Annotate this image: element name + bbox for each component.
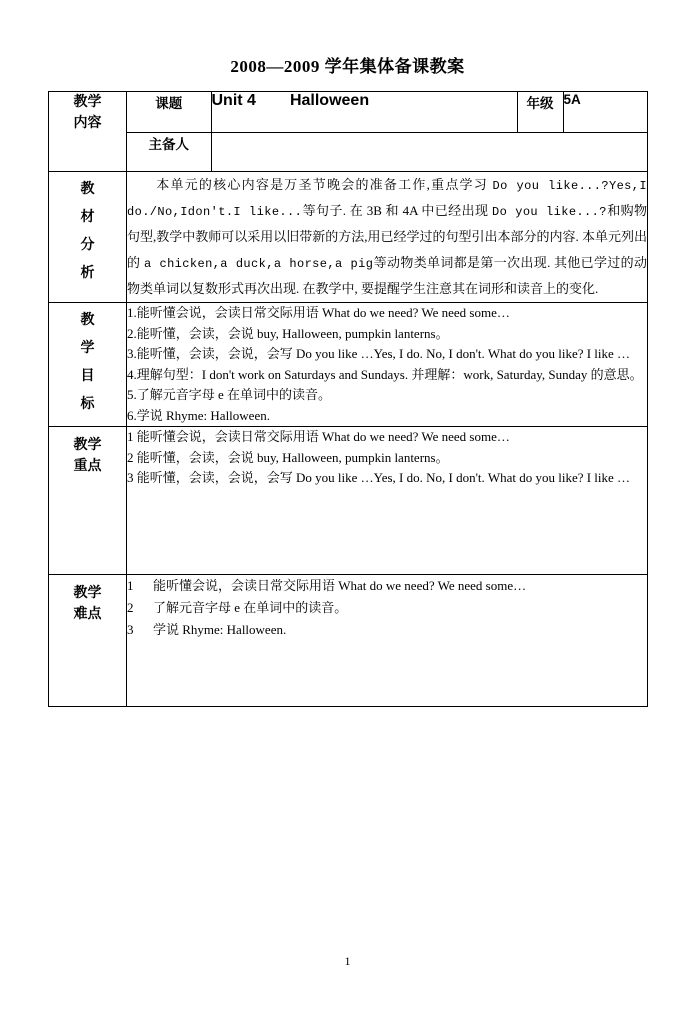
page-title: 2008—2009 学年集体备课教案 [230,57,465,76]
row-label-keypoints-line2: 重点 [73,459,102,475]
analysis-part3: 等句子. 在 3B 和 4A 中已经出现 [302,203,489,218]
analysis-part2: 重点学习 [429,177,489,192]
list-item: 3.能听懂，会读，会说，会写 Do you like …Yes, I do. No, I don't. What do you like? I like … [127,346,631,362]
list-item: 5.了解元音字母 e 在单词中的读音。 [127,387,332,403]
goals-list [127,303,648,427]
row-label-keypoints [49,427,127,575]
list-item-text: 能听懂会说，会读日常交际用语 What do we need? We need some… [153,578,527,594]
list-item: 2.能听懂，会读，会说 buy, Halloween, pumpkin lanterns。 [127,325,449,341]
analysis-part5: 等动物类单词都是第一次出现. 其他已学过的动物类单词以复数形式再次出现. 在教学中, 要提醒学生注意其在词形和读音上的变化. [127,255,647,296]
row-label-difficulty-line1: 教学 [73,586,102,602]
document-page [0,52,695,1034]
row-label-analysis-char-0: 教 [80,182,95,197]
row-label-goals-char-3: 标 [80,397,95,412]
list-item: 3 能听懂，会读，会说，会写 Do you like …Yes, I do. No, I don't. What do you like? I like … [127,470,631,486]
topic-unit: Unit 4 [211,92,256,109]
analysis-mono2: Do you like...? [492,205,607,219]
grade-value: 5A [563,92,647,133]
list-item: 6.学说 Rhyme: Halloween. [127,407,270,423]
list-item-text: 学说 Rhyme: Halloween. [153,622,287,638]
list-item [127,597,647,619]
table-row-goals [49,303,648,427]
row-label-analysis [49,172,127,303]
preparer-label: 主备人 [127,133,211,172]
row-label-goals-char-0: 教 [80,313,95,328]
grade-label: 年级 [517,92,563,133]
lesson-plan-table [48,91,648,707]
list-item: 2 能听懂，会读，会说 buy, Halloween, pumpkin lanterns。 [127,449,449,465]
table-row-keypoints [49,427,648,575]
row-label-keypoints-line1: 教学 [73,438,102,454]
page-number: 1 [344,954,351,968]
preparer-row [127,133,647,172]
analysis-mono3: a chicken,a duck,a horse,a pig [143,257,374,271]
list-item [127,619,647,641]
analysis-mono1: Do you like...?Yes,I do./No,Idon't.I like... [127,179,647,219]
analysis-part1: 本单元的核心内容是万圣节晚会的准备工作 [155,177,427,192]
difficulty-list [127,575,648,707]
row-label-difficulty [49,575,127,707]
topic-label: 课题 [127,92,211,133]
topic-value [211,92,517,133]
table-row-difficulty [49,575,648,707]
preparer-value [211,133,647,172]
row-label-analysis-char-3: 析 [80,266,95,281]
row-label-analysis-char-2: 分 [80,238,95,253]
content-cell [127,92,648,172]
list-item-number: 3 [127,622,134,638]
row-label-goals [49,303,127,427]
content-inner-table [127,92,647,171]
list-item-text: 了解元音字母 e 在单词中的读音。 [153,600,348,616]
row-label-content [49,92,127,172]
list-item [127,575,647,597]
analysis-text: 本单元的核心内容是万圣节晚会的准备工作,重点学习 Do you like...?Yes,I do./No,Idon't.I like...等句子. 在 3B 和 4A 中已经出现 Do you like...?和购物句型,教学中教师可以采用以旧带新的方法,用已经学过的句型引出本部分的内容. 本单元列出的 a chicken,a duck,a horse,a pig等动物类单词都是第一次出现. 其他已学过的动物类单词以复数形式再次出现. 在教学中, 要提醒学生注意其在词形和读音上的变化. [127,172,648,303]
topic-name: Halloween [289,92,370,109]
table-row-content [49,92,648,172]
row-label-goals-char-2: 目 [80,369,95,384]
row-label-goals-char-1: 学 [80,341,95,356]
table-row-analysis [49,172,648,303]
keypoints-list [127,427,648,575]
list-item-number: 1 [127,578,134,594]
row-label-content-line2: 内容 [73,116,102,131]
list-item: 4.理解句型：I don't work on Saturdays and Sundays. 并理解：work, Saturday, Sunday 的意思。 [127,366,643,382]
topic-row [127,92,647,133]
list-item: 1 能听懂会说，会读日常交际用语 What do we need? We need some… [127,429,510,445]
row-label-difficulty-line2: 难点 [73,607,102,623]
list-item: 1.能听懂会说，会读日常交际用语 What do we need? We need some… [127,305,510,320]
row-label-content-line1: 教学 [73,95,102,110]
row-label-analysis-char-1: 材 [80,210,95,225]
list-item-number: 2 [127,600,134,616]
analysis-part4: 和购物句型,教学中教师可以采用以旧带新的方法,用已经学过的句型引出本部分的内容. 本单元列出的 [127,203,648,270]
